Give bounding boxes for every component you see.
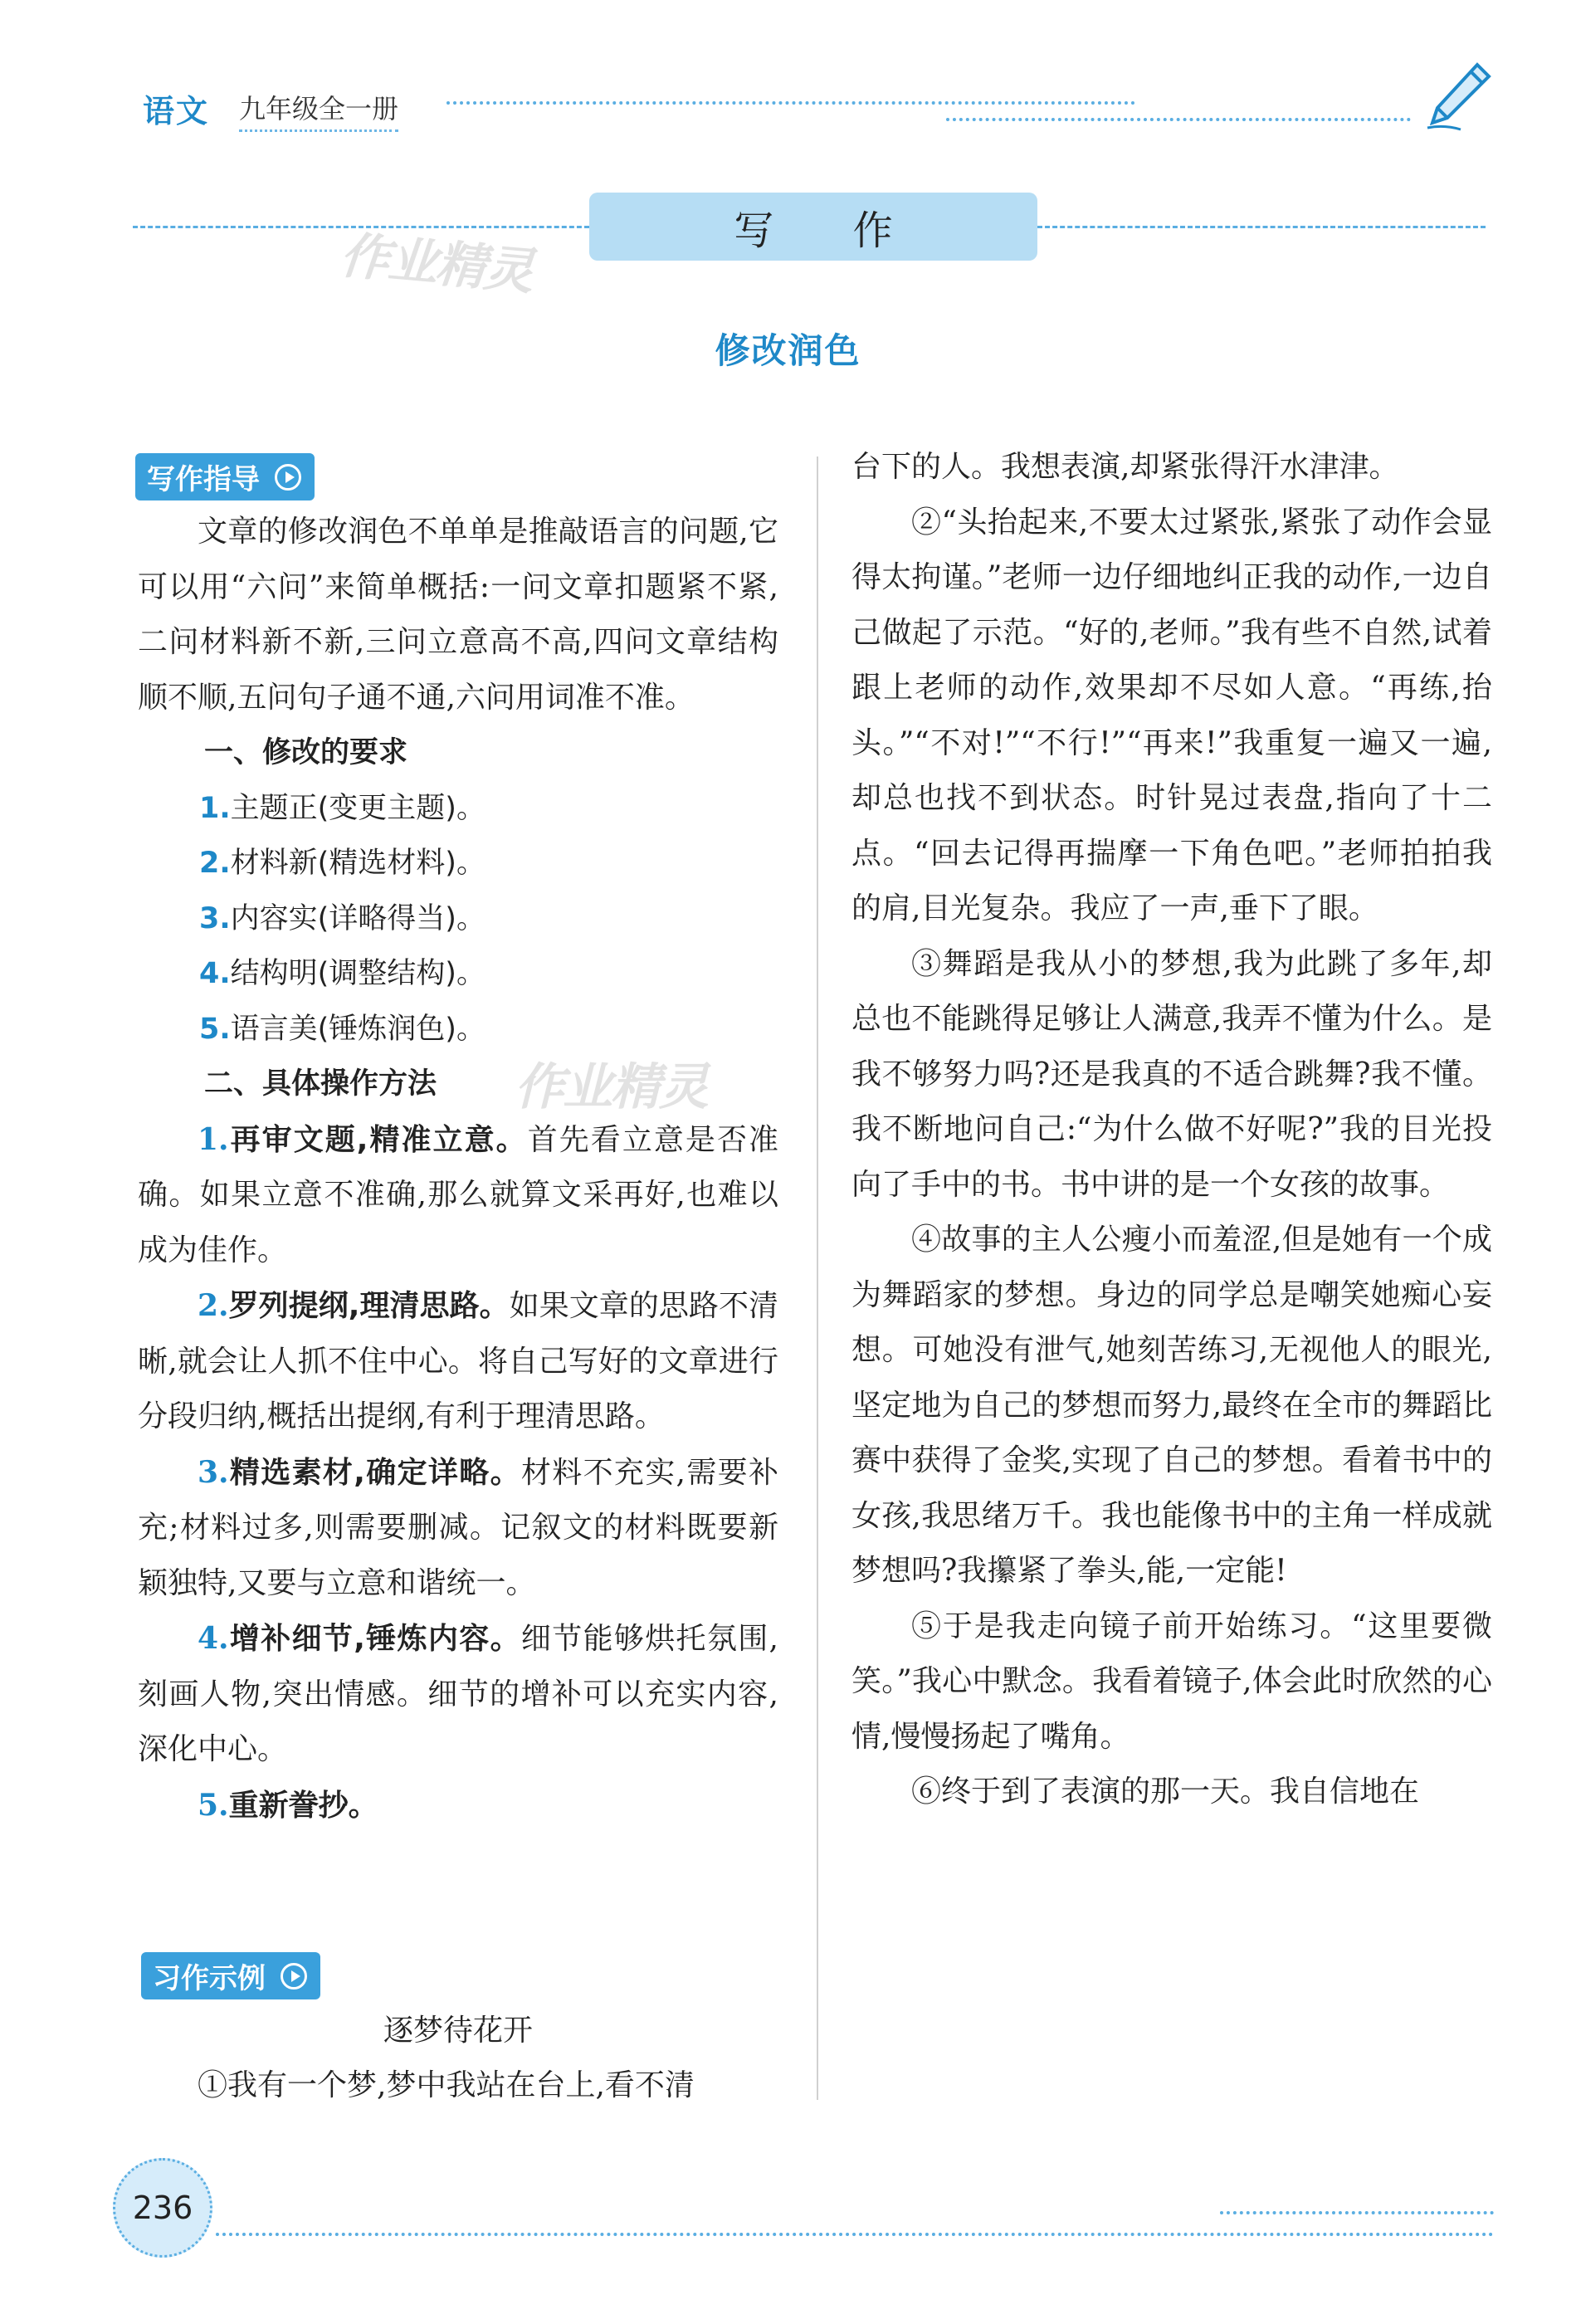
method-item [138,1278,778,1445]
essay-paragraph-6: ⑥终于到了表演的那一天。我自信地在 [911,1775,1420,1809]
example-badge [141,1952,320,1999]
page-number: 236 [113,2158,212,2258]
item-number: 1. [198,1121,229,1157]
essay-paragraph-4: ④故事的主人公瘦小而羞涩,但是她有一个成为舞蹈家的梦想。身边的同学总是嘲笑她痴心妄想。可她没有泄气,她刻苦练习,无视他人的眼光,坚定地为自己的梦想而努力,最终在全市的舞蹈比赛中获得了金奖,实现了自己的梦想。看着书中的女孩,我思绪万千。我也能像书中的主角一样成就梦想吗?我攥紧了拳头,能,一定能! [851,1223,1492,1588]
essay-paragraph-5: ⑤于是我走向镜子前开始练习。“这里要微笑。”我心中默念。我看着镜子,体会此时欣然的心情,慢慢扬起了嘴角。 [851,1609,1492,1754]
item-number: 2. [198,1288,229,1323]
item-number: 4. [199,957,231,990]
essay-paragraph-1: ①我有一个梦,梦中我站在台上,看不清 [198,2068,695,2102]
method-title: 重新誊抄。 [228,1788,378,1823]
method-text: 如果文章的思路不清晰,就会让人抓不住中心。将自己写好的文章进行分段归纳,概括出提纲,有利于理清思路。 [138,1289,778,1433]
footer-dotted-line-2 [1220,2211,1494,2214]
play-icon [281,1963,307,1990]
item-number: 5. [199,1012,231,1046]
header-dotted-line-2 [946,118,1411,121]
item-text: 内容实(详略得当)。 [230,901,485,935]
section-title: 写 作 [734,207,926,254]
method-title: 罗列提纲,理清思路。 [228,1289,510,1323]
requirement-item [138,836,778,891]
column-divider [817,456,818,2100]
essay-paragraph-1-cont: 台下的人。我想表演,却紧张得汗水津津。 [851,450,1399,484]
item-text: 结构明(调整结构)。 [230,957,485,990]
pen-icon [1419,58,1494,133]
method-text: 首先看立意是否准确。如果立意不准确,那么就算文采再好,也难以成为佳作。 [138,1122,778,1267]
watermark: 作业精灵 [337,227,535,301]
example-start [138,2004,778,2114]
footer-dotted-line [216,2233,1494,2236]
grade-label: 九年级全一册 [239,88,398,132]
item-number: 3. [199,901,231,935]
essay-paragraph-3: ③舞蹈是我从小的梦想,我为此跳了多年,却总也不能跳得足够让人满意,我弄不懂为什么。是我不够努力吗?还是我真的不适合跳舞?我不懂。我不断地问自己:“为什么做不好呢?”我的目光投向了手中的书。书中讲的是一个女孩的故事。 [851,946,1492,1202]
page-subtitle: 修改润色 [715,330,861,371]
method-item [138,1445,778,1612]
header-dotted-line [446,101,1135,105]
item-number: 5. [198,1787,229,1823]
method-item [138,1112,778,1279]
method-title: 增补细节,锤炼内容。 [228,1622,521,1656]
title-dotted-line-right [1037,226,1486,228]
item-number: 2. [199,847,231,880]
essay-title: 逐梦待花开 [383,2014,533,2048]
requirement-item [138,891,778,947]
essay-paragraph-2: ②“头抬起来,不要太过紧张,紧张了动作会显得太拘谨。”老师一边仔细地纠正我的动作,一边自己做起了示范。“好的,老师。”我有些不自然,试着跟上老师的动作,效果却不尽如人意。“再练,抬头。”“不对!”“不行!”“再来!”我重复一遍又一遍,却总也找不到状态。时针晃过表盘,指向了十二点。“回去记得再揣摩一下角色吧。”老师拍拍我的肩,目光复杂。我应了一声,垂下了眼。 [851,505,1492,925]
method-text: 细节能够烘托氛围,刻画人物,突出情感。细节的增补可以充实内容,深化中心。 [138,1622,778,1766]
watermark-2: 作业精灵 [515,1058,707,1116]
item-number: 1. [199,791,231,825]
item-number: 4. [198,1621,229,1656]
subject-label: 语文 [143,93,210,129]
item-text: 语言美(锤炼润色)。 [230,1012,485,1046]
right-column [851,440,1492,1820]
method-item [138,1611,778,1778]
guide-badge-label: 写作指导 [147,463,260,496]
guide-badge [135,453,315,500]
methods-heading: 二、具体操作方法 [204,1067,437,1101]
method-item [138,1778,778,1834]
requirement-item [138,781,778,837]
play-icon [275,464,301,491]
item-text: 材料新(精选材料)。 [230,847,485,880]
section-title-band [589,193,1037,261]
item-number: 3. [198,1454,229,1490]
requirements-heading: 一、修改的要求 [204,736,408,769]
method-text: 材料不充实,需要补充;材料过多,则需要删减。记叙文的材料既要新颖独特,又要与立意和谐统一。 [138,1455,778,1600]
left-column [138,505,778,1833]
example-badge-label: 习作示例 [153,1962,266,1995]
requirement-item [138,946,778,1002]
method-title: 精选素材,确定详略。 [228,1455,521,1490]
guide-intro: 文章的修改润色不单单是推敲语言的问题,它可以用“六问”来简单概括:一问文章扣题紧不紧,二问材料新不新,三问立意高不高,四问文章结构顺不顺,五问句子通不通,六问用词准不准。 [138,515,778,715]
item-text: 主题正(变更主题)。 [230,791,485,825]
method-title: 再审文题,精准立意。 [228,1122,528,1157]
